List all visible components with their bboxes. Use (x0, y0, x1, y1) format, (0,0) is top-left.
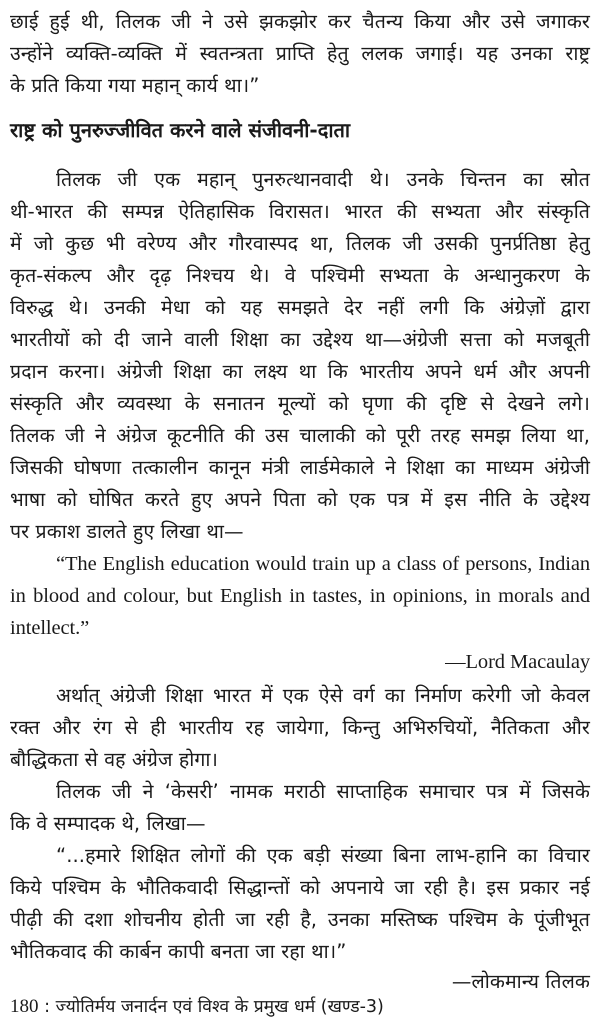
paragraph-line: भाषा को घोषित करते हुए अपने पिता को एक पत्र में इस नीति के उद्देश्य (10, 488, 590, 511)
english-quote-line: intellect.” (10, 617, 90, 639)
english-quote-line: “The English education would train up a class of persons, Indian (56, 553, 590, 575)
hindi-quote-line: “...हमारे शिक्षित लोगों की एक बड़ी संख्या बिना लाभ-हानि का विचार (56, 844, 590, 867)
intro-line: छाई हुई थी, तिलक जी ने उसे झकझोर कर चैतन्य किया और उसे जगाकर (10, 10, 590, 33)
paragraph-line: प्रदान करना। अंग्रेजी शिक्षा का लक्ष्य था कि भारतीय अपने धर्म और अपनी (10, 360, 590, 383)
paragraph-line: रक्त और रंग से ही भारतीय रह जायेगा, किन्तु अभिरुचियों, नैतिकता और (10, 716, 590, 739)
paragraph-line: कि वे सम्पादक थे, लिखा— (10, 812, 206, 835)
paragraph-line: जिसकी घोषणा तत्कालीन कानून मंत्री लार्डमेकाले ने शिक्षा का माध्यम अंग्रेजी (10, 456, 590, 479)
intro-line: के प्रति किया गया महान् कार्य था।” (10, 74, 260, 97)
quote-attribution: —Lord Macaulay (445, 651, 590, 673)
paragraph-line: थी-भारत की सम्पन्न ऐतिहासिक विरासत। भारत की सभ्यता और संस्कृति (10, 200, 590, 223)
section-heading: राष्ट्र को पुनरुज्जीवित करने वाले संजीवनी-दाता (10, 118, 351, 142)
footer-separator: : (44, 997, 50, 1017)
paragraph-line: में जो कुछ भी वरेण्य और गौरवास्पद था, तिलक जी उसकी पुनर्प्रतिष्ठा हेतु (10, 232, 590, 255)
english-quote-line: in blood and colour, but English in tastes, in opinions, in morals and (10, 585, 590, 607)
hindi-quote-line: भौतिकवाद की कार्बन कापी बनता जा रहा था।” (10, 940, 347, 963)
paragraph-line: तिलक जी ने ‘केसरी’ नामक मराठी साप्ताहिक समाचार पत्र में जिसके (56, 780, 590, 803)
paragraph-line: तिलक जी ने अंग्रेज कूटनीति की उस चालाकी को पूरी तरह समझ लिया था, (10, 424, 590, 447)
paragraph-line: बौद्धिकता से वह अंग्रेज होगा। (10, 748, 219, 771)
paragraph-line: कृत-संकल्प और दृढ़ निश्चय थे। वे पश्चिमी सभ्यता के अन्धानुकरण के (10, 264, 590, 287)
book-title: ज्योतिर्मय जनार्दन एवं विश्व के प्रमुख धर्म (खण्ड-3) (55, 997, 384, 1017)
paragraph-line: विरुद्ध थे। उनकी मेधा को यह समझते देर नहीं लगी कि अंग्रेज़ों द्वारा (10, 296, 590, 319)
paragraph-line: भारतीयों को दी जाने वाली शिक्षा का उद्देश्य था—अंग्रेजी सत्ता को मजबूती (10, 328, 590, 351)
quote-attribution: —लोकमान्य तिलक (451, 970, 590, 993)
page-number: 180 (10, 996, 39, 1017)
page-footer (10, 993, 384, 1021)
hindi-quote-line: पीढ़ी की दशा शोचनीय होती जा रही है, उनका मस्तिष्क पश्चिम के पूंजीभूत (10, 908, 590, 931)
paragraph-line: संस्कृति और व्यवस्था के सनातन मूल्यों को घृणा की दृष्टि से देखने लगे। (10, 392, 590, 415)
hindi-quote-line: किये पश्चिम के भौतिकवादी सिद्धान्तों को अपनाये जा रही है। इस प्रकार नई (10, 876, 590, 899)
paragraph-line: पर प्रकाश डालते हुए लिखा था— (10, 520, 244, 543)
paragraph-line: तिलक जी एक महान् पुनरुत्थानवादी थे। उनके चिन्तन का स्रोत (56, 168, 590, 191)
intro-line: उन्होंने व्यक्ति-व्यक्ति में स्वतन्त्रता प्राप्ति हेतु ललक जगाई। यह उनका राष्ट्र (10, 42, 590, 65)
paragraph-line: अर्थात् अंग्रेजी शिक्षा भारत में एक ऐसे वर्ग का निर्माण करेगी जो केवल (56, 684, 590, 707)
